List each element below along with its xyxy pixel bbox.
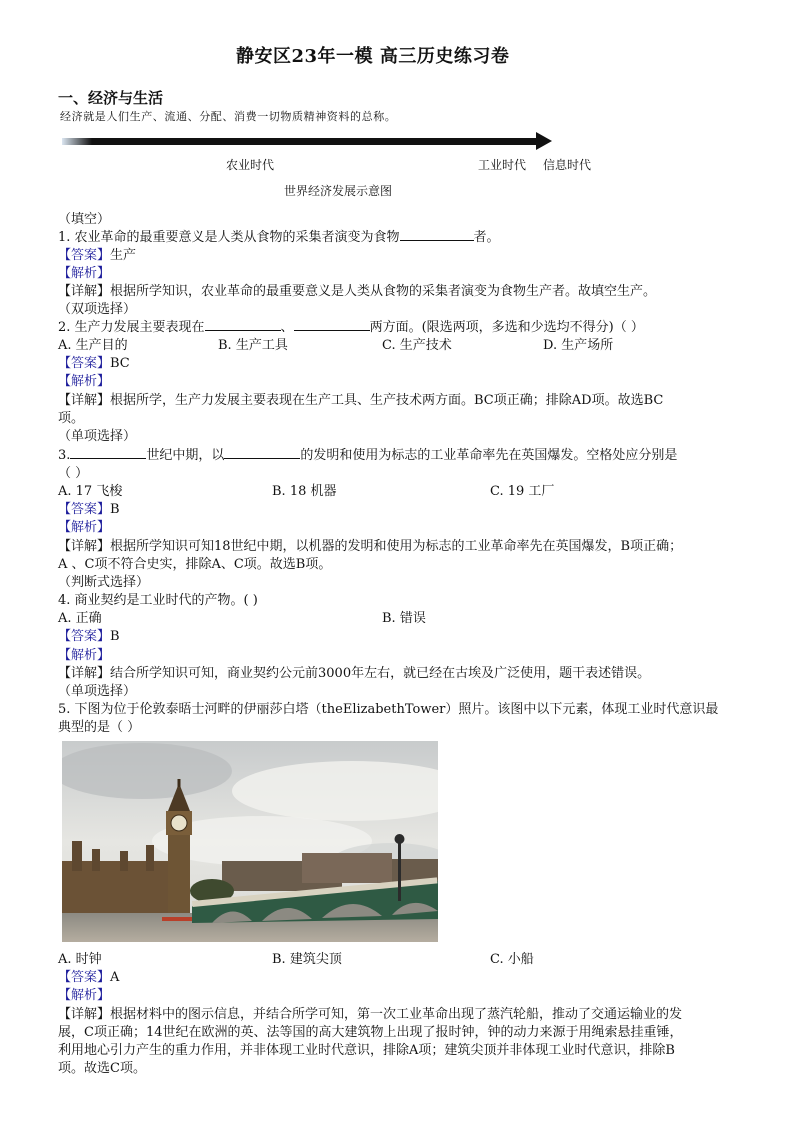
answer-value: B [110, 502, 120, 517]
q2-option-b: B. 生产工具 [218, 338, 288, 353]
q1-detail [58, 280, 656, 299]
q4-answer [58, 625, 120, 644]
q2-option-a: A. 生产目的 [58, 338, 128, 353]
answer-tag: 【答案】 [58, 356, 111, 371]
q5-detail [58, 1003, 682, 1022]
q5-type: （单项选择） [58, 684, 137, 699]
q3-detail [58, 535, 682, 554]
detail-text: 根据所学知识可知18世纪中期，以机器的发明和使用为标志的工业革命率先在英国爆发，B项正确； [110, 539, 683, 554]
q1-analysis-tag: 【解析】 [58, 266, 111, 281]
q3-option-a: A. 17 飞梭 [58, 484, 123, 499]
q1-answer [58, 244, 136, 263]
answer-value: 生产 [110, 248, 137, 263]
q2-stem-end: 两方面。(限选两项，多选和少选均不得分)（ ） [369, 320, 644, 335]
q5-detail-line4: 项。故选C项。 [58, 1061, 146, 1076]
timeline-arrow-head [536, 132, 552, 150]
timeline-arrow-shaft [62, 138, 540, 145]
blank-line [70, 446, 146, 459]
q5-option-b: B. 建筑尖顶 [272, 952, 342, 967]
answer-tag: 【答案】 [58, 970, 111, 985]
q4-analysis-tag: 【解析】 [58, 648, 111, 663]
detail-tag: 【详解】 [58, 666, 111, 681]
q3-analysis-tag: 【解析】 [58, 520, 111, 535]
q4-stem: 4. 商业契约是工业时代的产物。( ) [58, 593, 258, 608]
detail-tag: 【详解】 [58, 284, 111, 299]
q2-stem [58, 316, 644, 335]
section-heading: 一、经济与生活 [58, 89, 164, 107]
answer-tag: 【答案】 [58, 248, 111, 263]
q3-type: （单项选择） [58, 429, 137, 444]
q2-separator: 、 [280, 320, 294, 335]
label-industrial-era: 工业时代 [478, 158, 527, 172]
q3-stem [58, 444, 677, 463]
q1-stem-text: 1. 农业革命的最重要意义是人类从食物的采集者演变为食物 [58, 230, 400, 245]
q5-option-c: C. 小船 [490, 952, 534, 967]
blank-line [294, 318, 370, 331]
q4-type: （判断式选择） [58, 575, 150, 590]
diagram-caption: 世界经济发展示意图 [284, 184, 393, 198]
answer-tag: 【答案】 [58, 502, 111, 517]
label-agricultural-era: 农业时代 [226, 158, 275, 172]
q2-detail [58, 389, 663, 408]
q3-stem-paren: （ ） [58, 466, 89, 481]
q3-stem-num: 3. [58, 448, 71, 463]
label-information-era: 信息时代 [543, 158, 592, 172]
q5-stem: 5. 下图为位于伦敦泰晤士河畔的伊丽莎白塔（theElizabethTower）照片。该图中以下元素，体现工业时代意识最 [58, 702, 719, 717]
q2-option-d: D. 生产场所 [543, 338, 614, 353]
timeline-arrow-segment [486, 138, 528, 145]
detail-tag: 【详解】 [58, 1007, 111, 1022]
detail-text: 根据所学知识，农业革命的最重要意义是人类从食物的采集者演变为食物生产者。故填空生产。 [110, 284, 657, 299]
q3-option-b: B. 18 机器 [272, 484, 337, 499]
q5-stem-cont: 典型的是（ ） [58, 720, 141, 735]
detail-tag: 【详解】 [58, 393, 111, 408]
definition-text: 经济就是人们生产、流通、分配、消费一切物质精神资料的总称。 [60, 110, 397, 123]
q2-option-c: C. 生产技术 [382, 338, 452, 353]
q5-answer [58, 966, 119, 985]
blank-line [205, 318, 281, 331]
q3-option-c: C. 19 工厂 [490, 484, 555, 499]
answer-value: A [110, 970, 120, 985]
q1-type: （填空） [58, 212, 111, 227]
elizabeth-tower-photo [62, 741, 438, 942]
detail-text: 根据材料中的图示信息，并结合所学可知，第一次工业革命出现了蒸汽轮船，推动了交通运输业的发 [110, 1007, 683, 1022]
detail-text: 结合所学知识可知，商业契约公元前3000年左右，就已经在古埃及广泛使用，题干表述错误。 [110, 666, 651, 681]
q2-stem-text: 2. 生产力发展主要表现在 [58, 320, 205, 335]
q4-detail [58, 662, 650, 681]
q3-stem-text-2: 的发明和使用为标志的工业革命率先在英国爆发。空格处应分别是 [300, 448, 678, 463]
q5-option-a: A. 时钟 [58, 952, 102, 967]
blank-line [400, 228, 474, 241]
answer-tag: 【答案】 [58, 629, 111, 644]
page-title: 静安区23年一模 高三历史练习卷 [236, 46, 510, 67]
q2-type: （双项选择） [58, 302, 137, 317]
q5-analysis-tag: 【解析】 [58, 988, 111, 1003]
q4-option-b: B. 错误 [382, 611, 426, 626]
answer-value: B [110, 629, 120, 644]
q2-detail-cont: 项。 [58, 411, 85, 426]
q4-option-a: A. 正确 [58, 611, 102, 626]
q3-stem-text: 世纪中期，以 [146, 448, 225, 463]
q1-stem-end: 者。 [473, 230, 500, 245]
q3-detail-cont: A 、C项不符合史实，排除A、C项。故选B项。 [58, 557, 332, 572]
q5-detail-line2: 展，C项正确；14世纪在欧洲的英、法等国的高大建筑物上出现了报时钟，钟的动力来源于用绳索悬挂重锤， [58, 1025, 683, 1040]
q1-stem [58, 226, 500, 245]
detail-text: 根据所学，生产力发展主要表现在生产工具、生产技术两方面。BC项正确；排除AD项。故选BC [110, 393, 664, 408]
q3-answer [58, 498, 120, 517]
blank-line [224, 446, 300, 459]
answer-value: BC [110, 356, 130, 371]
q2-analysis-tag: 【解析】 [58, 374, 111, 389]
q2-answer [58, 352, 130, 371]
q5-detail-line3: 利用地心引力产生的重力作用，并非体现工业时代意识，排除A项；建筑尖顶并非体现工业时代意识，排除B [58, 1043, 675, 1058]
detail-tag: 【详解】 [58, 539, 111, 554]
